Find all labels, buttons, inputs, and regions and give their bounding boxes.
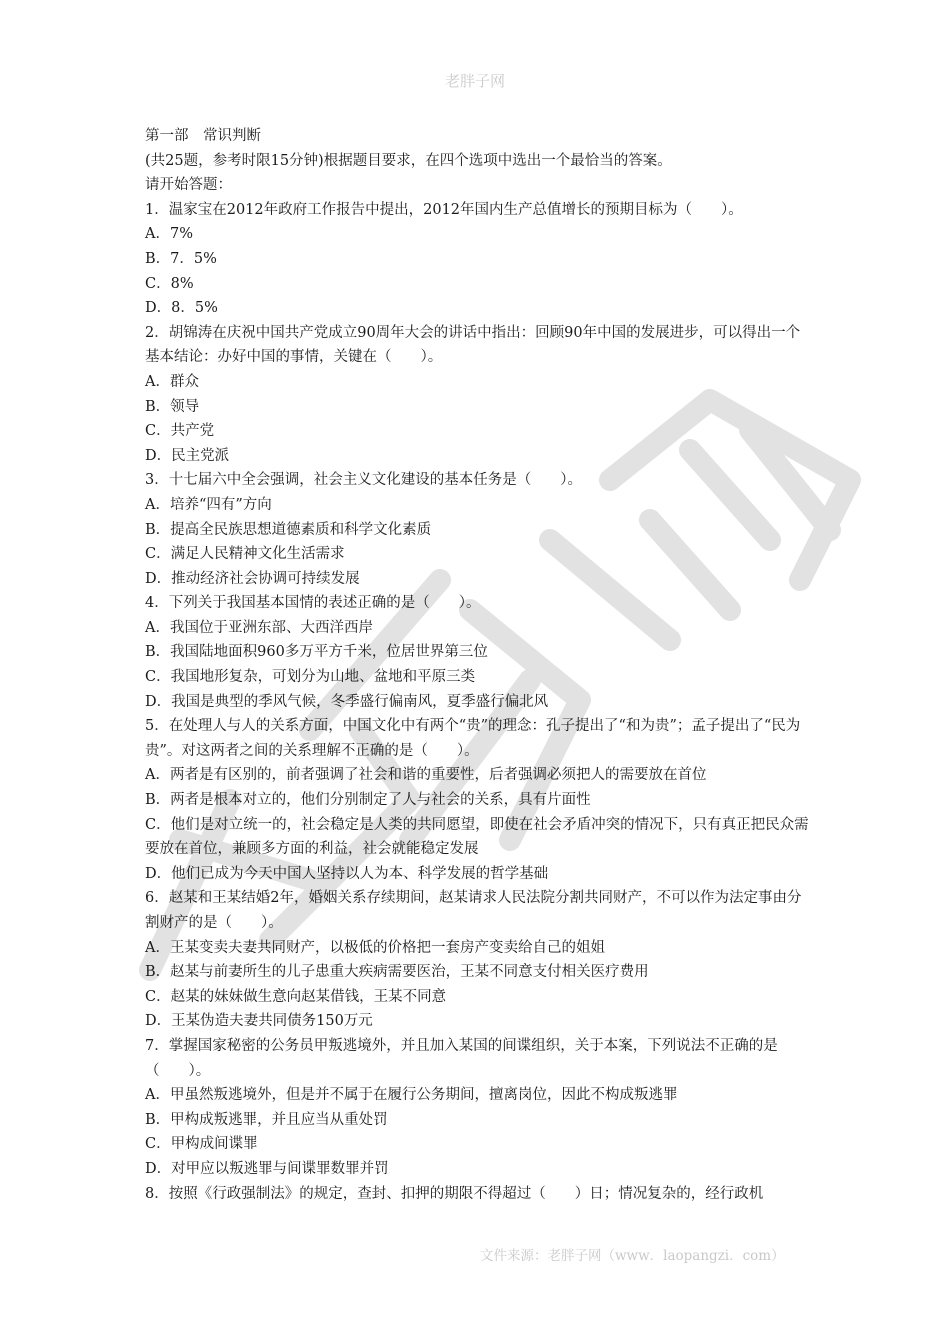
question-option: A．王某变卖夫妻共同财产，以极低的价格把一套房产变卖给自己的姐姐 bbox=[145, 939, 605, 956]
question-option: C．我国地形复杂，可划分为山地、盆地和平原三类 bbox=[145, 669, 476, 686]
question-option: B．提高全民族思想道德素质和科学文化素质 bbox=[145, 521, 432, 538]
question-stem: 7．掌握国家秘密的公务员甲叛逃境外，并且加入某国的间谍组织，关于本案，下列说法不正确的是（ ）。 bbox=[145, 1037, 778, 1079]
question-option: B．领导 bbox=[145, 398, 200, 415]
question-stem: 4．下列关于我国基本国情的表述正确的是（ ）。 bbox=[145, 595, 481, 612]
question-stem: 1．温家宝在2012年政府工作报告中提出，2012年国内生产总值增长的预期目标为（ ）。 bbox=[145, 201, 743, 218]
question-option: C．他们是对立统一的，社会稳定是人类的共同愿望，即使在社会矛盾冲突的情况下，只有真正把民众需要放在首位，兼顾多方面的利益，社会就能稳定发展 bbox=[145, 816, 809, 858]
question-option: D．民主党派 bbox=[145, 447, 230, 464]
question-option: C．共产党 bbox=[145, 423, 215, 440]
question-option: B．两者是根本对立的，他们分别制定了人与社会的关系，具有片面性 bbox=[145, 792, 591, 809]
question-option: B．7．5% bbox=[145, 250, 217, 267]
question-stem: 6．赵某和王某结婚2年，婚姻关系存续期间，赵某请求人民法院分割共同财产，不可以作为法定事由分割财产的是（ ）。 bbox=[145, 890, 802, 931]
question-option: D．8．5% bbox=[145, 300, 218, 317]
question-option: D．我国是典型的季风气候，冬季盛行偏南风，夏季盛行偏北风 bbox=[145, 693, 549, 710]
question-option: D．他们已成为今天中国人坚持以人为本、科学发展的哲学基础 bbox=[145, 865, 549, 882]
question-stem: 5．在处理人与人的关系方面，中国文化中有两个“贵”的理念：孔子提出了“和为贵”；孟子提出了“民为贵”。对这两者之间的关系理解不正确的是（ ）。 bbox=[145, 718, 801, 759]
question-option: A．甲虽然叛逃境外，但是并不属于在履行公务期间，擅离岗位，因此不构成叛逃罪 bbox=[145, 1087, 678, 1104]
question-option: C．满足人民精神文化生活需求 bbox=[145, 546, 345, 563]
page-header: 老胖子网 bbox=[444, 72, 505, 90]
question-option: D．对甲应以叛逃罪与间谍罪数罪并罚 bbox=[145, 1160, 389, 1177]
question-option: A．7% bbox=[145, 226, 193, 243]
question-option: A．两者是有区别的，前者强调了社会和谐的重要性，后者强调必须把人的需要放在首位 bbox=[145, 767, 707, 784]
question-option: C．甲构成间谍罪 bbox=[145, 1136, 258, 1153]
question-option: C．赵某的妹妹做生意向赵某借钱，王某不同意 bbox=[145, 988, 447, 1005]
page-footer: 文件来源：老胖子网（www．laopangzi．com） bbox=[480, 1248, 785, 1264]
question-list bbox=[145, 198, 810, 1206]
start-prompt: 请开始答题： bbox=[145, 177, 232, 194]
question-stem: 8．按照《行政强制法》的规定，查封、扣押的期限不得超过（ ）日；情况复杂的，经行政机 bbox=[145, 1185, 764, 1202]
question-content bbox=[145, 124, 810, 1206]
question-option: D．王某伪造夫妻共同债务150万元 bbox=[145, 1013, 373, 1030]
question-option: A．培养“四有”方向 bbox=[145, 496, 272, 513]
question-option: B．赵某与前妻所生的儿子患重大疾病需要医治，王某不同意支付相关医疗费用 bbox=[145, 964, 649, 981]
question-option: C．8% bbox=[145, 275, 194, 292]
question-option: A．我国位于亚洲东部、大西洋西岸 bbox=[145, 619, 373, 636]
instructions: (共25题，参考时限15分钟)根据题目要求，在四个选项中选出一个最恰当的答案。 bbox=[145, 152, 672, 169]
section-title: 第一部 常识判断 bbox=[145, 128, 261, 144]
question-stem: 3．十七届六中全会强调，社会主义文化建设的基本任务是（ ）。 bbox=[145, 472, 582, 489]
question-stem: 2．胡锦涛在庆祝中国共产党成立90周年大会的讲话中指出：回顾90年中国的发展进步，可以得出一个基本结论：办好中国的事情，关键在（ ）。 bbox=[145, 324, 801, 366]
question-option: B．我国陆地面积960多万平方千米，位居世界第三位 bbox=[145, 644, 488, 661]
question-option: A．群众 bbox=[145, 373, 199, 390]
question-option: D．推动经济社会协调可持续发展 bbox=[145, 570, 360, 587]
question-option: B．甲构成叛逃罪，并且应当从重处罚 bbox=[145, 1111, 388, 1128]
